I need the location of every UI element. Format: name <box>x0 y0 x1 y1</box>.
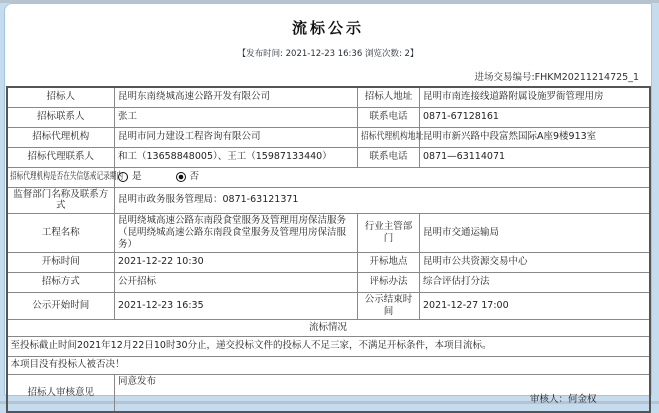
label-bid-method: 招标方式 <box>7 272 115 292</box>
table-row <box>7 336 650 356</box>
fail-reason-text: 至投标截止时间2021年12月22日10时30分止，递交投标文件的投标人不足三家，不满足开标条件，本项目流标。 <box>7 336 650 356</box>
value-agency: 昆明市同力建设工程咨询有限公司 <box>115 127 358 147</box>
value-bidder: 昆明东南绕城高速公路开发有限公司 <box>115 87 358 107</box>
table-row <box>7 167 650 187</box>
label-bid-contact: 招标联系人 <box>7 107 115 127</box>
value-agency-address: 昆明市新兴路中段富然国际A座9楼913室 <box>420 127 650 147</box>
radio-no[interactable] <box>176 172 186 182</box>
value-review-opinion <box>115 374 650 412</box>
table-row <box>7 319 650 336</box>
publish-meta: 【发布时间: 2021-12-23 16:36 浏览次数: 2】 <box>237 49 419 59</box>
value-opening-time: 2021-12-22 10:30 <box>115 252 358 272</box>
table-row <box>7 214 650 253</box>
value-industry-dept: 昆明市交通运输局 <box>420 214 650 253</box>
label-publicity-end: 公示结束时间 <box>358 292 420 319</box>
label-supervision-dept: 监督部门名称及联系方式 <box>7 187 115 214</box>
value-project-name: 昆明绕城高速公路东南段食堂服务及管理用房保洁服务（昆明绕城高速公路东南段食堂服务及管理用房保洁服务） <box>115 214 358 253</box>
table-row <box>7 147 650 167</box>
value-publicity-start: 2021-12-23 16:35 <box>115 292 358 319</box>
label-agency: 招标代理机构 <box>7 127 115 147</box>
page-title: 流标公示 <box>291 19 364 37</box>
value-publicity-end: 2021-12-27 17:00 <box>420 292 650 319</box>
value-evaluation-method: 综合评估打分法 <box>420 272 650 292</box>
label-agency-phone: 联系电话 <box>358 147 420 167</box>
label-bidder-address: 招标人地址 <box>358 87 420 107</box>
announcement-card <box>4 3 652 406</box>
label-opening-time: 开标时间 <box>7 252 115 272</box>
no-reject-text: 本项目没有投标人被否决！ <box>7 356 650 374</box>
label-review-opinion: 招标人审核意见 <box>7 374 115 412</box>
dishonesty-radio-group <box>118 171 646 183</box>
table-row <box>7 356 650 374</box>
table-row <box>7 292 650 319</box>
label-opening-place: 开标地点 <box>358 252 420 272</box>
value-contact-phone: 0871-67128161 <box>420 107 650 127</box>
label-agency-contact: 招标代理联系人 <box>7 147 115 167</box>
table-row <box>7 252 650 272</box>
value-dishonesty-record <box>115 167 650 187</box>
value-agency-phone: 0871—63114071 <box>420 147 650 167</box>
value-agency-contact: 和工（13658848005）、王工（15987133440） <box>115 147 358 167</box>
label-publicity-start: 公示开始时间 <box>7 292 115 319</box>
table-row <box>7 127 650 147</box>
label-project-name: 工程名称 <box>7 214 115 253</box>
label-agency-address: 招标代理机构地址 <box>358 127 420 147</box>
table-row <box>7 272 650 292</box>
radio-no-label: 否 <box>189 171 200 183</box>
radio-yes-label: 是 <box>132 171 142 183</box>
reviewer-name: 审核人：何金权 <box>529 394 597 406</box>
transaction-number: 进场交易编号:FHKM20211214725_1 <box>474 72 639 83</box>
label-contact-phone: 联系电话 <box>358 107 420 127</box>
label-industry-dept: 行业主管部门 <box>358 214 420 253</box>
table-row <box>7 187 650 214</box>
value-bid-contact: 张工 <box>115 107 358 127</box>
value-bidder-address: 昆明市南连接线道路附属设施罗衙管理用房 <box>420 87 650 107</box>
table-row <box>7 107 650 127</box>
announcement-table <box>6 86 651 413</box>
value-opening-place: 昆明市公共资源交易中心 <box>420 252 650 272</box>
review-opinion-text: 同意发布 <box>118 375 157 387</box>
label-bidder: 招标人 <box>7 87 115 107</box>
label-evaluation-method: 评标办法 <box>358 272 420 292</box>
table-row <box>7 374 650 412</box>
section-header-fail-bid: 流标情况 <box>7 319 650 336</box>
value-bid-method: 公开招标 <box>115 272 358 292</box>
value-supervision-dept: 昆明市政务服务管理局：0871-63121371 <box>115 187 650 214</box>
label-dishonesty-record: 招标代理机构是否在失信惩戒记录期内 <box>7 167 115 187</box>
table-row <box>7 87 650 107</box>
